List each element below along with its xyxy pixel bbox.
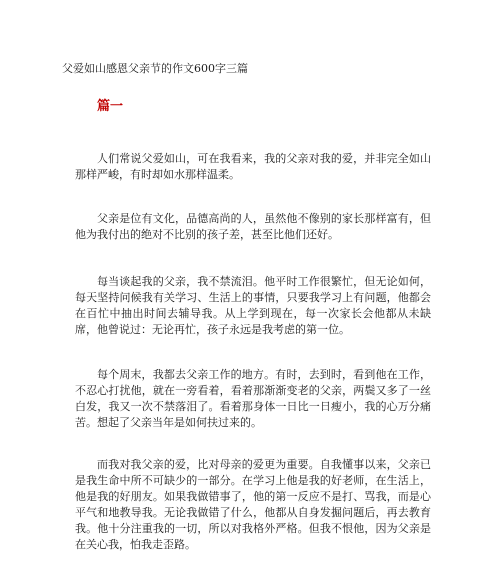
paragraph-3: 每当谈起我的父亲，我不禁流泪。他平时工作很繁忙，但无论如何，每天坚持问候我有关学习、生活上的事情，只要我学习上有问题，他都会在百忙中抽出时间去辅导我。从上学到现在，每一次家长会他都从未缺席，他曾说过：无论再忙，孩子永远是我考虑的第一位。 — [75, 275, 431, 336]
paragraph-1: 人们常说父爱如山，可在我看来，我的父亲对我的爱，并非完全如山那样严峻，有时却如水那样温柔。 — [75, 152, 431, 181]
paragraph-4: 每个周末，我都去父亲工作的地方。有时，去到时，看到他在工作，不忍心打扰他，就在一旁看着，看着那渐渐变老的父亲，两鬓又多了一丝白发，我又一次不禁落泪了。看着那身体一日比一日瘦小，我的心万分痛苦。想起了父亲当年是如何扶过来的。 — [75, 368, 431, 429]
section-heading: 篇一 — [97, 99, 124, 114]
paragraph-2: 父亲是位有文化，品德高尚的人，虽然他不像别的家长那样富有，但他为我付出的绝对不比别的孩子差，甚至比他们还好。 — [75, 212, 431, 241]
paragraph-5: 而我对我父亲的爱，比对母亲的爱更为重要。自我懂事以来，父亲已是我生命中所不可缺少的一部分。在学习上他是我的好老师，在生活上，他是我的好朋友。如果我做错事了，他的第一反应不是打、骂我，而是心平气和地教导我。无论我做错了什么，他都从自身发掘问题后，再去教育我。他十分注重我的一切，所以对我格外严格。但我不恨他，因为父亲是在关心我，怕我走歪路。 — [75, 458, 431, 551]
document-title: 父爱如山感恩父亲节的作文600字三篇 — [62, 62, 248, 75]
